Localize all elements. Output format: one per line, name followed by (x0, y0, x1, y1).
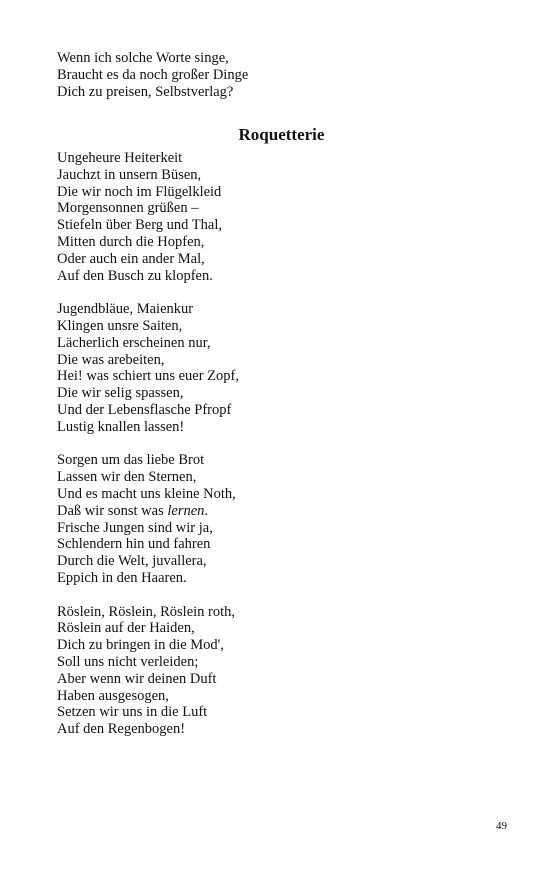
stanza-4 (57, 604, 497, 738)
intro-stanza (57, 50, 497, 100)
verse-line-punctuation: . (204, 502, 209, 519)
verse-line: Die was arebeiten, (57, 351, 165, 368)
stanza-3 (57, 452, 497, 586)
verse-line: Ungeheure Heiterkeit (57, 150, 183, 166)
verse-line: Jugendbläue, Maienkur (57, 301, 194, 318)
verse-line: Auf den Regenbogen! (57, 721, 186, 738)
verse-line: Hei! was schiert uns euer Zopf, (57, 368, 239, 385)
verse-line: Dich zu preisen, Selbstverlag? (57, 83, 234, 100)
verse-line: Und der Lebensflasche Pfropf (57, 401, 232, 418)
stanza-1 (57, 150, 497, 284)
verse-line: Röslein, Röslein, Röslein roth, (57, 603, 236, 620)
verse-line: Stiefeln über Berg und Thal, (57, 217, 222, 234)
verse-line: Schlendern hin und fahren (57, 536, 211, 553)
verse-line: Durch die Welt, juvallera, (57, 553, 207, 570)
verse-line: Klingen unsre Saiten, (57, 317, 183, 334)
poem-body (57, 150, 497, 755)
verse-line: Auf den Busch zu klopfen. (57, 267, 213, 284)
verse-line: Jauchzt in unsern Büsen, (57, 166, 202, 183)
verse-line: Morgensonnen grüßen – (57, 200, 199, 217)
verse-line: Soll uns nicht verleiden; (57, 653, 199, 670)
verse-line: Dich zu bringen in die Mod', (57, 637, 224, 654)
verse-line: Wenn ich solche Worte singe, (57, 50, 229, 66)
verse-line: Die wir selig spassen, (57, 385, 184, 402)
verse-line: Die wir noch im Flügelkleid (57, 183, 222, 200)
verse-line: Setzen wir uns in die Luft (57, 704, 208, 721)
verse-line: Sorgen um das liebe Brot (57, 452, 205, 469)
verse-line: Lassen wir den Sternen, (57, 469, 197, 486)
verse-line: Und es macht uns kleine Noth, (57, 485, 236, 502)
verse-line: Frische Jungen sind wir ja, (57, 519, 213, 536)
verse-line: Eppich in den Haaren. (57, 569, 187, 586)
verse-line: Röslein auf der Haiden, (57, 620, 195, 637)
verse-line: Mitten durch die Hopfen, (57, 233, 205, 250)
verse-line: Lächerlich erscheinen nur, (57, 334, 211, 351)
verse-line: Oder auch ein ander Mal, (57, 250, 205, 267)
verse-line: Haben ausgesogen, (57, 687, 169, 704)
poem-title: Roquetterie (238, 125, 325, 144)
verse-line-text: Daß wir sonst was (57, 502, 168, 519)
stanza-2 (57, 301, 497, 435)
emphasized-word: lernen (167, 502, 205, 519)
verse-line-with-emphasis (57, 503, 497, 520)
page-number: 49 (496, 820, 507, 832)
verse-line: Aber wenn wir deinen Duft (57, 670, 217, 687)
verse-line: Lustig knallen lassen! (57, 418, 185, 435)
verse-line: Braucht es da noch großer Dinge (57, 66, 249, 83)
